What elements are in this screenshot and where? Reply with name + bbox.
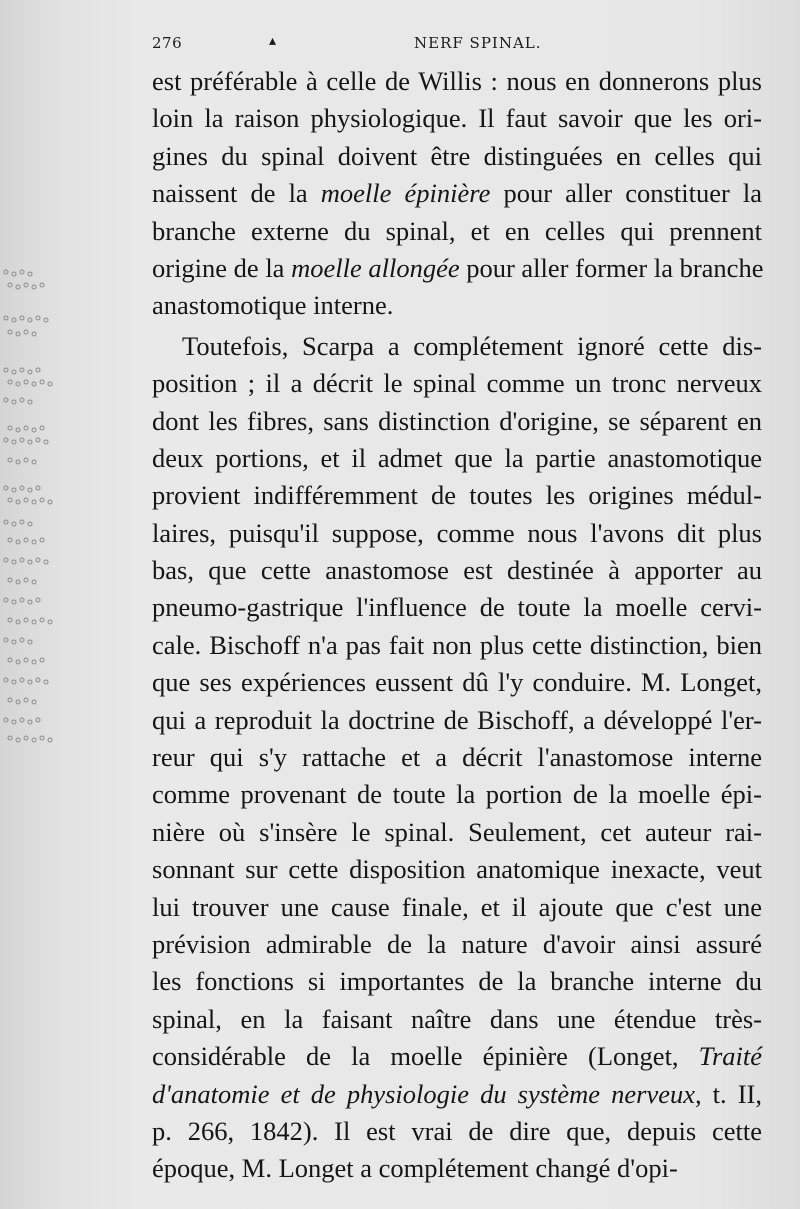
- text-line: reur qui s'y rattache et a décrit l'anastomose interne: [152, 742, 762, 773]
- text-run: considérable de la moelle épinière (Longet,: [152, 1041, 699, 1072]
- running-head: NERF SPINAL.: [414, 34, 542, 52]
- text-line: anastomotique interne.: [152, 290, 394, 321]
- text-line: est préférable à celle de Willis : nous en donnerons plus: [152, 66, 762, 96]
- text-line: [152, 175, 762, 212]
- text-line: lui trouver une cause finale, et il ajoute que c'est une: [152, 891, 762, 922]
- text-run: pour aller constituer la: [490, 178, 762, 209]
- body-text: [152, 63, 762, 1188]
- text-line: nière où s'insère le spinal. Seulement, cet auteur rai-: [152, 816, 762, 847]
- text-line: gines du spinal doivent être distinguées en celles qui: [152, 140, 762, 171]
- text-line: position ; il a décrit le spinal comme un tronc nerveux: [152, 368, 762, 399]
- text-line: cale. Bischoff n'a pas fait non plus cette distinction, bien: [152, 629, 762, 660]
- paragraph-2: [152, 328, 762, 1188]
- text-line: loin la raison physiologique. Il faut savoir que les ori-: [152, 103, 762, 134]
- text-line: bas, que cette anastomose est destinée à apporter au: [152, 555, 762, 586]
- italic-run: moelle épinière: [320, 178, 491, 209]
- text-line: branche externe du spinal, et en celles qui prennent: [152, 215, 762, 246]
- italic-run: moelle allongée: [291, 252, 460, 283]
- text-line: [152, 1076, 762, 1113]
- header-ornament: ▴: [269, 33, 277, 49]
- text-line: les fonctions si importantes de la branche interne du: [152, 966, 762, 997]
- text-run: origine de la: [152, 252, 292, 283]
- text-line: époque, M. Longet a complétement changé d'opi-: [152, 1153, 678, 1184]
- text-line: p. 266, 1842). Il est vrai de dire que, depuis cette: [152, 1115, 762, 1146]
- page-number: 276: [152, 34, 183, 52]
- paragraph-1: [152, 63, 762, 325]
- text-line: pneumo-gastrique l'influence de toute la moelle cervi-: [152, 592, 762, 623]
- text-line: prévision admirable de la nature d'avoir ainsi assuré: [152, 928, 762, 959]
- text-line: sonnant sur cette disposition anatomique inexacte, veut: [152, 854, 762, 885]
- text-line: [152, 250, 762, 287]
- text-line: deux portions, et il admet que la partie anastomotique: [152, 442, 762, 473]
- text-run: naissent de la: [152, 178, 321, 209]
- italic-run: d'anatomie et de physiologie du système nerveux,: [152, 1078, 702, 1109]
- text-line: que ses expériences eussent dû l'y conduire. M. Longet,: [152, 667, 762, 698]
- text-line: laires, puisqu'il suppose, comme nous l'avons dit plus: [152, 517, 762, 548]
- text-line: provient indifféremment de toutes les origines médul-: [152, 480, 762, 511]
- text-line: spinal, en la faisant naître dans une étendue très-: [152, 1003, 762, 1034]
- text-line: Toutefois, Scarpa a complétement ignoré cette dis-: [182, 330, 762, 361]
- text-line: comme provenant de toute la portion de la moelle épi-: [152, 779, 762, 810]
- text-line: dont les fibres, sans distinction d'origine, se séparent en: [152, 405, 762, 436]
- text-run: t. II,: [701, 1078, 763, 1109]
- bleed-through-dots: [0, 260, 70, 760]
- page-header: [152, 34, 762, 56]
- text-line: qui a reproduit la doctrine de Bischoff, a développé l'er-: [152, 704, 762, 735]
- text-line: [152, 1038, 762, 1075]
- italic-run: Traité: [698, 1041, 762, 1072]
- text-run: pour aller former la branche: [459, 252, 764, 283]
